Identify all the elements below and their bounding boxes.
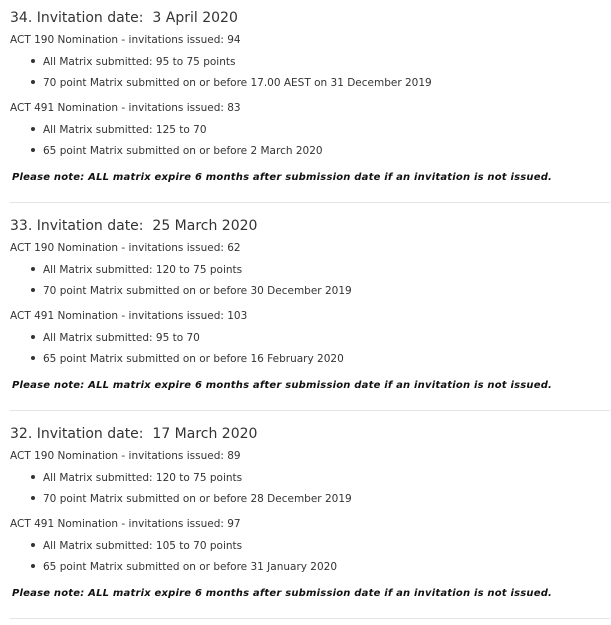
list-item-text: All Matrix submitted: 95 to 75 points (43, 56, 236, 68)
list-item-text: All Matrix submitted: 120 to 75 points (43, 264, 243, 276)
list-item-text: All Matrix submitted: 105 to 70 points (43, 540, 243, 552)
bullet-icon (31, 59, 35, 63)
list-item (31, 539, 242, 553)
list-item-text: 65 point Matrix submitted on or before 31 January 2020 (43, 561, 338, 573)
expiry-note: Please note: ALL matrix expire 6 months after submission date if an invitation is not issued. (12, 380, 553, 391)
bullet-icon (31, 148, 35, 152)
list-item-text: All Matrix submitted: 95 to 70 (43, 332, 200, 344)
act190-heading: ACT 190 Nomination - invitations issued: 94 (10, 34, 241, 46)
bullet-icon (31, 80, 35, 84)
list-item (31, 76, 432, 90)
round-title: 32. Invitation date: 17 March 2020 (10, 426, 258, 442)
round-title: 33. Invitation date: 25 March 2020 (10, 218, 258, 234)
bullet-icon (31, 288, 35, 292)
bullet-icon (31, 267, 35, 271)
section-divider (10, 410, 610, 411)
list-item (31, 123, 207, 137)
expiry-note: Please note: ALL matrix expire 6 months after submission date if an invitation is not issued. (12, 588, 553, 599)
act190-heading: ACT 190 Nomination - invitations issued: 89 (10, 450, 241, 462)
round-title: 34. Invitation date: 3 April 2020 (10, 10, 238, 26)
list-item-text: 65 point Matrix submitted on or before 16 February 2020 (43, 353, 344, 365)
list-item (31, 492, 352, 506)
act190-heading: ACT 190 Nomination - invitations issued: 62 (10, 242, 241, 254)
list-item-text: 70 point Matrix submitted on or before 28 December 2019 (43, 493, 352, 505)
bullet-icon (31, 564, 35, 568)
list-item (31, 144, 323, 158)
act491-heading: ACT 491 Nomination - invitations issued: 103 (10, 310, 248, 322)
list-item (31, 284, 352, 298)
bullet-icon (31, 543, 35, 547)
list-item-text: All Matrix submitted: 125 to 70 (43, 124, 207, 136)
act491-heading: ACT 491 Nomination - invitations issued: 83 (10, 102, 241, 114)
bullet-icon (31, 356, 35, 360)
list-item (31, 471, 242, 485)
list-item-text: 65 point Matrix submitted on or before 2 March 2020 (43, 145, 323, 157)
expiry-note: Please note: ALL matrix expire 6 months after submission date if an invitation is not issued. (12, 172, 553, 183)
section-divider (10, 202, 610, 203)
bullet-icon (31, 496, 35, 500)
list-item-text: 70 point Matrix submitted on or before 30 December 2019 (43, 285, 352, 297)
bullet-icon (31, 127, 35, 131)
list-item (31, 263, 242, 277)
list-item-text: 70 point Matrix submitted on or before 17.00 AEST on 31 December 2019 (43, 77, 432, 89)
bullet-icon (31, 475, 35, 479)
act491-heading: ACT 491 Nomination - invitations issued: 97 (10, 518, 241, 530)
list-item (31, 55, 235, 69)
list-item (31, 560, 337, 574)
bullet-icon (31, 335, 35, 339)
list-item (31, 352, 344, 366)
list-item (31, 331, 200, 345)
list-item-text: All Matrix submitted: 120 to 75 points (43, 472, 243, 484)
section-divider (10, 618, 610, 619)
